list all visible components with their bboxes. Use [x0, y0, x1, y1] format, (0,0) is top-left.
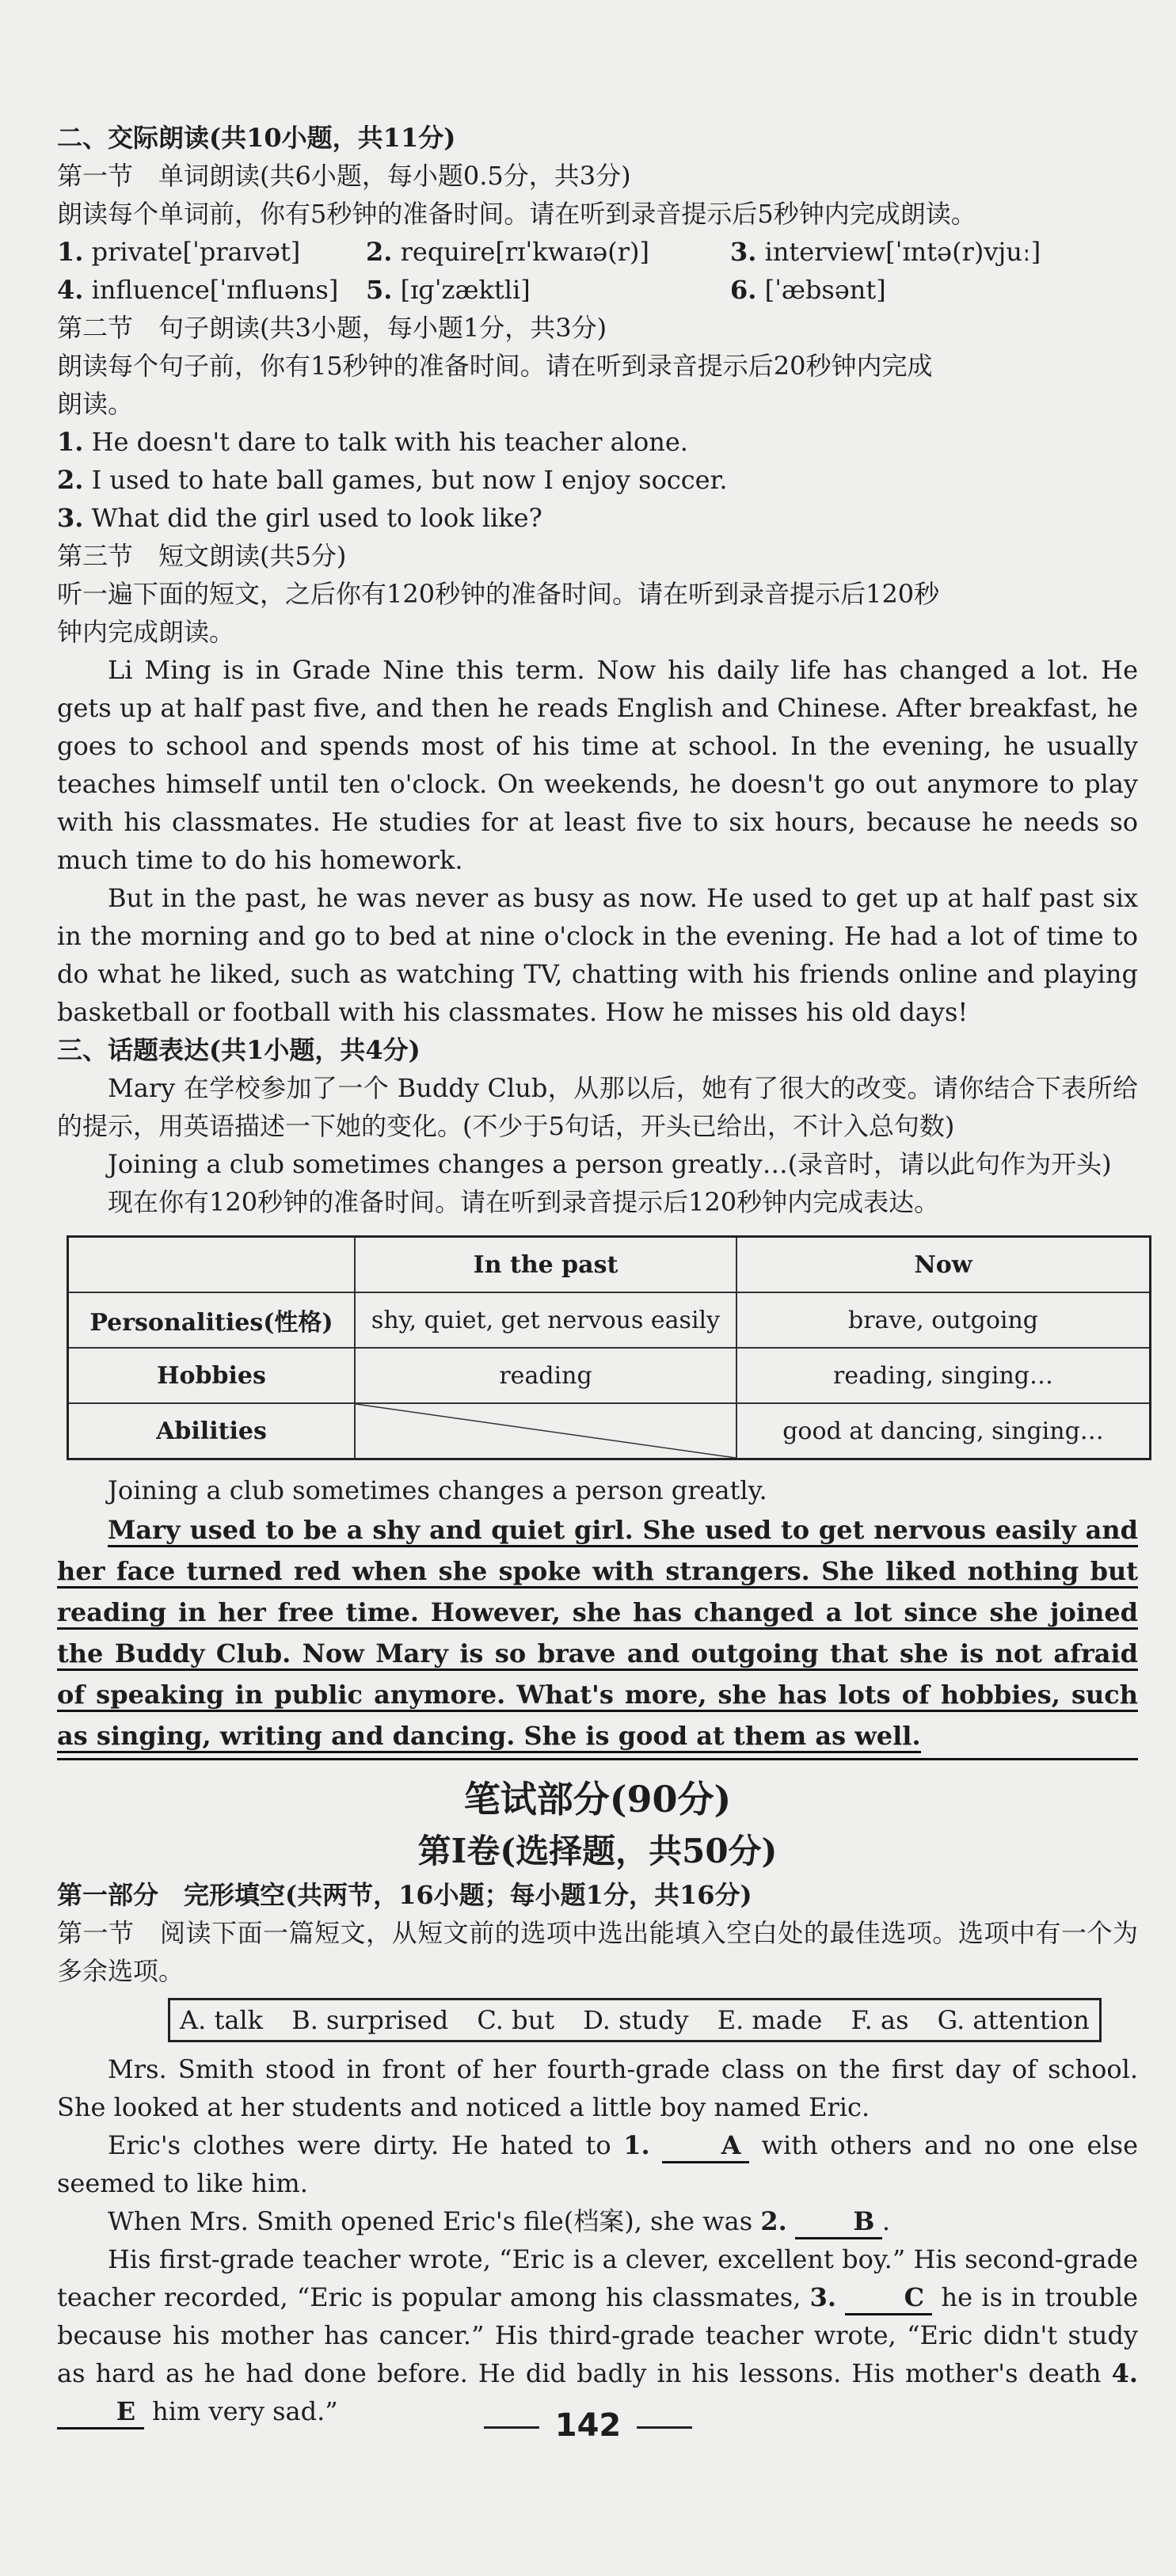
table-row — [68, 1403, 1151, 1459]
dash-left — [484, 2426, 539, 2429]
word-item: 1. private[ˈpraɪvət] — [57, 237, 301, 267]
answer-block — [57, 1509, 1138, 1760]
part2-instructions-1: 朗读每个句子前，你有15秒钟的准备时间。请在听到录音提示后20秒钟内完成 — [57, 351, 933, 381]
sentence-item: 1. He doesn't dare to talk with his teacher alone. — [57, 427, 688, 457]
section3-instructions: Mary 在学校参加了一个 Buddy Club，从那以后，她有了很大的改变。请你结合下表所给的提示，用英语描述一下她的变化。(不少于5句话，开头已给出，不计入总句数) — [57, 1073, 1138, 1141]
passage-paragraph-1: Li Ming is in Grade Nine this term. Now his daily life has changed a lot. He gets up at half past five, and then he reads English and Chinese. After breakfast, he goes to school and spends most of his time at school. In the evening, he usually teaches himself until ten o'clock. On weekends, he doesn't go out anymore to play with his classmates. He studies for at least five to six hours, because he needs so much time to do his homework. — [57, 655, 1138, 875]
cloze-part-title: 第一部分 完形填空(共两节，16小题；每小题1分，共16分) — [57, 1880, 752, 1910]
option: D. study — [583, 2005, 689, 2035]
table-header: Now — [736, 1237, 1151, 1293]
cell-past: shy, quiet, get nervous easily — [355, 1292, 736, 1348]
word-item: 4. influence[ˈɪnfluəns] — [57, 275, 339, 305]
sentence-item: 2. I used to hate ball games, but now I enjoy soccer. — [57, 465, 728, 495]
sentence-item: 3. What did the girl used to look like? — [57, 503, 542, 533]
table-header — [68, 1237, 356, 1293]
volume-title: 第Ⅰ卷(选择题，共50分) — [417, 1832, 778, 1870]
option: E. made — [717, 2005, 823, 2035]
word-item: 3. interview[ˈɪntə(r)vjuː] — [730, 237, 1041, 267]
opening-sentence: Joining a club sometimes changes a person greatly. — [108, 1475, 767, 1505]
cloze-paragraph-2: Eric's clothes were dirty. He hated to 1. A with others and no one else seemed to like him. — [57, 2130, 1139, 2198]
table-header-row — [68, 1237, 1151, 1293]
cloze-paragraph-1: Mrs. Smith stood in front of her fourth-grade class on the first day of school. She looked at her students and noticed a little boy named Eric. — [57, 2054, 1138, 2122]
table-row — [68, 1348, 1151, 1403]
row-label: Hobbies — [68, 1348, 356, 1403]
option: C. but — [477, 2005, 555, 2035]
part1-title: 第一节 单词朗读(共6小题，每小题0.5分，共3分) — [57, 161, 631, 191]
cell-now: brave, outgoing — [736, 1292, 1151, 1348]
answer-blank: E — [57, 2395, 144, 2430]
dash-right — [637, 2426, 692, 2429]
cloze-paragraph-3: When Mrs. Smith opened Eric's file(档案), she was 2. B . — [57, 2202, 1138, 2240]
diagonal-line — [356, 1404, 736, 1458]
page-number: 142 — [0, 2407, 1176, 2444]
option: G. attention — [937, 2005, 1090, 2035]
part1-instructions: 朗读每个单词前，你有5秒钟的准备时间。请在听到录音提示后5秒钟内完成朗读。 — [57, 199, 976, 229]
cell-past-empty — [355, 1403, 736, 1459]
option: B. surprised — [291, 2005, 449, 2035]
option: F. as — [851, 2005, 909, 2035]
written-title: 笔试部分(90分) — [463, 1778, 732, 1821]
word-row-2 — [57, 271, 1138, 309]
table-row — [68, 1292, 1151, 1348]
word-row-1 — [57, 233, 1138, 271]
row-label: Abilities — [68, 1403, 356, 1459]
cell-now: good at dancing, singing… — [736, 1403, 1151, 1459]
cloze-paragraph-4: His first-grade teacher wrote, “Eric is a clever, excellent boy.” His second-grade teacher recorded, “Eric is popular among his classmates, 3. C he is in trouble because his mother has cancer.” His third-grade teacher wrote, “Eric didn't study as hard as he had done before. He did badly in his lessons. His mother's death 4. E him very sad.” — [57, 2240, 1138, 2430]
word-item: 6. [ˈæbsənt] — [730, 275, 886, 305]
part2-title: 第二节 句子朗读(共3小题，每小题1分，共3分) — [57, 313, 607, 343]
part3-instructions-2: 钟内完成朗读。 — [57, 617, 235, 647]
change-table — [67, 1235, 1151, 1460]
part3-instructions-1: 听一遍下面的短文，之后你有120秒钟的准备时间。请在听到录音提示后120秒 — [57, 579, 940, 609]
section2-title: 二、交际朗读(共10小题，共11分) — [57, 123, 456, 153]
section3-title: 三、话题表达(共1小题，共4分) — [57, 1035, 421, 1065]
model-answer: Mary used to be a shy and quiet girl. She used to get nervous easily and her face turned red when she spoke with strangers. She liked nothing but reading in her free time. However, she has changed a lot since she joined the Buddy Club. Now Mary is so brave and outgoing that she is not afraid of speaking in public anymore. What's more, she has lots of hobbies, such as singing, writing and dancing. She is good at them as well. — [57, 1509, 1138, 1756]
part3-title: 第三节 短文朗读(共5分) — [57, 541, 347, 571]
opening-hint: Joining a club sometimes changes a person greatly…(录音时，请以此句作为开头) — [108, 1149, 1112, 1179]
option: A. talk — [180, 2005, 264, 2035]
cell-past: reading — [355, 1348, 736, 1403]
part2-instructions-2: 朗读。 — [57, 389, 134, 419]
options-box — [168, 1998, 1102, 2042]
table-header: In the past — [355, 1237, 736, 1293]
word-item: 5. [ɪɡˈzæktli] — [366, 275, 531, 305]
answer-blank: C — [845, 2281, 932, 2315]
word-item: 2. require[rɪˈkwaɪə(r)] — [366, 237, 649, 267]
row-label: Personalities(性格) — [68, 1292, 356, 1348]
cell-now: reading, singing… — [736, 1348, 1151, 1403]
cloze-instructions: 第一节 阅读下面一篇短文，从短文前的选项中选出能填入空白处的最佳选项。选项中有一个为多余选项。 — [57, 1918, 1138, 1986]
answer-blank: B — [795, 2205, 882, 2239]
answer-blank: A — [662, 2129, 749, 2163]
prep-time: 现在你有120秒钟的准备时间。请在听到录音提示后120秒钟内完成表达。 — [108, 1187, 940, 1217]
passage-paragraph-2: But in the past, he was never as busy as now. He used to get up at half past six in the morning and go to bed at nine o'clock in the evening. He had a lot of time to do what he liked, such as watching TV, chatting with his friends online and playing basketball or football with his classmates. How he misses his old days! — [57, 883, 1138, 1027]
